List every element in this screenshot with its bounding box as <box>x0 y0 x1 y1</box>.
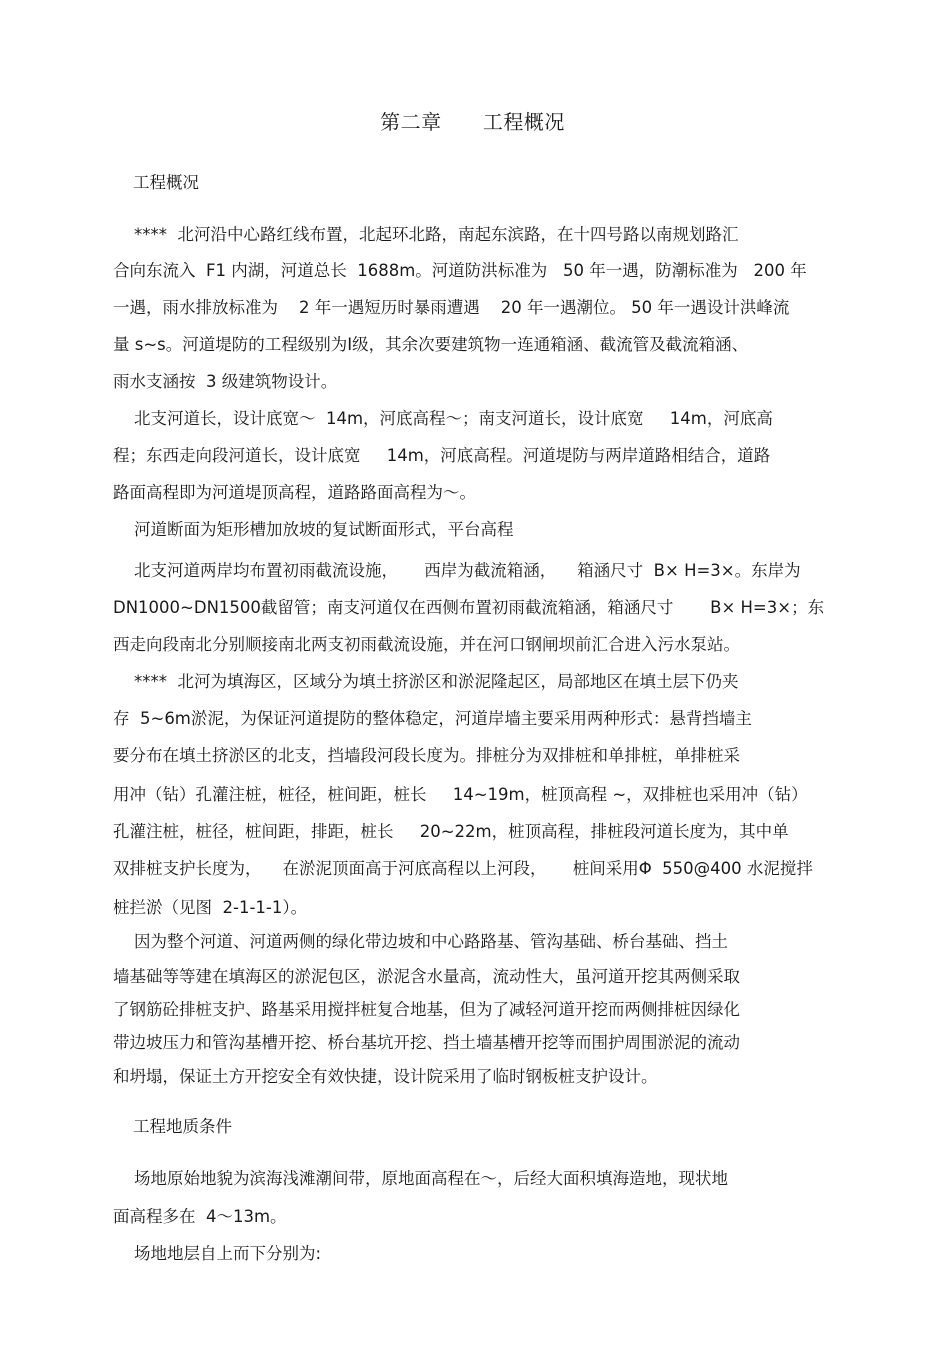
paragraph-line: 雨水支涵按 3 级建筑物设计。 <box>113 372 338 391</box>
paragraph-line: 双排桩支护长度为， 在淤泥顶面高于河底高程以上河段， 桩间采用Φ 550@400 水泥搅拌 <box>113 859 813 878</box>
paragraph-line: 场地原始地貌为滨海浅滩潮间带，原地面高程在～，后经大面积填海造地，现状地 <box>113 1169 728 1188</box>
paragraph-line: DN1000~DN1500截留管；南支河道仅在西侧布置初雨截流箱涵，箱涵尺寸 B× H=3×；东 <box>113 598 825 617</box>
paragraph-line: 西走向段南北分别顺接南北两支初雨截流设施，并在河口钢闸坝前汇合进入污水泵站。 <box>113 635 740 654</box>
paragraph-line: 路面高程即为河道堤顶高程，道路路面高程为～。 <box>113 483 476 502</box>
paragraph-line: 和坍塌，保证土方开挖安全有效快捷，设计院采用了临时钢板桩支护设计。 <box>113 1067 658 1086</box>
paragraph-line: **** 北河沿中心路红线布置，北起环北路，南起东滨路，在十四号路以南规划路汇 <box>113 225 739 244</box>
paragraph-line: 量 s~s。河道堤防的工程级别为Ⅰ级，其余次要建筑物一连通箱涵、截流管及截流箱涵、 <box>113 335 749 354</box>
paragraph-line: 一遇，雨水排放标准为 2 年一遇短历时暴雨遭遇 20 年一遇潮位。 50 年一遇设计洪峰流 <box>113 298 790 317</box>
paragraph-line: 存 5~6m淤泥，为保证河道提防的整体稳定，河道岸墙主要采用两种形式：悬背挡墙主 <box>113 709 752 728</box>
paragraph-line: 河道断面为矩形槽加放坡的复试断面形式，平台高程 <box>113 520 514 539</box>
paragraph-line: 墙基础等等建在填海区的淤泥包区，淤泥含水量高，流动性大，虽河道开挖其两侧采取 <box>113 967 740 986</box>
paragraph-line: 孔灌注桩，桩径，桩间距，排距，桩长 20~22m，桩顶高程，排桩段河道长度为，其中单 <box>113 822 789 841</box>
paragraph-line: 带边坡压力和管沟基槽开挖、桥台基坑开挖、挡土墙基槽开挖等而围护周围淤泥的流动 <box>113 1033 740 1052</box>
paragraph-line: 用冲（钻）孔灌注桩，桩径，桩间距，桩长 14~19m，桩顶高程 ~，双排桩也采用冲（钻） <box>113 785 808 804</box>
chapter-title: 第二章 工程概况 <box>380 110 565 134</box>
paragraph-line: 要分布在填土挤淤区的北支，挡墙段河段长度为。排桩分为双排桩和单排桩，单排桩采 <box>113 746 740 765</box>
paragraph-line: 面高程多在 4～13m。 <box>113 1207 287 1226</box>
section-heading: 工程概况 <box>133 173 199 192</box>
paragraph-line: 因为整个河道、河道两侧的绿化带边坡和中心路路基、管沟基础、桥台基础、挡土 <box>113 932 728 951</box>
paragraph-line: 桩拦淤（见图 2-1-1-1）。 <box>113 898 308 917</box>
paragraph-line: 程；东西走向段河道长，设计底宽 14m，河底高程。河道堤防与两岸道路相结合，道路 <box>113 446 771 465</box>
paragraph-line: 场地地层自上而下分别为: <box>113 1244 322 1263</box>
section-heading: 工程地质条件 <box>133 1117 232 1136</box>
paragraph-line: 合向东流入 F1 内湖，河道总长 1688m。河道防洪标准为 50 年一遇，防潮标准为 200 年 <box>113 261 807 280</box>
paragraph-line: 北支河道两岸均布置初雨截流设施， 西岸为截流箱涵， 箱涵尺寸 B× H=3×。东岸为 <box>113 561 801 580</box>
paragraph-line: **** 北河为填海区，区域分为填土挤淤区和淤泥隆起区，局部地区在填土层下仍夹 <box>113 672 739 691</box>
paragraph-line: 北支河道长，设计底宽～ 14m，河底高程～；南支河道长，设计底宽 14m，河底高 <box>113 409 773 428</box>
paragraph-line: 了钢筋砼排桩支护、路基采用搅拌桩复合地基，但为了减轻河道开挖而两侧排桩因绿化 <box>113 1000 740 1019</box>
